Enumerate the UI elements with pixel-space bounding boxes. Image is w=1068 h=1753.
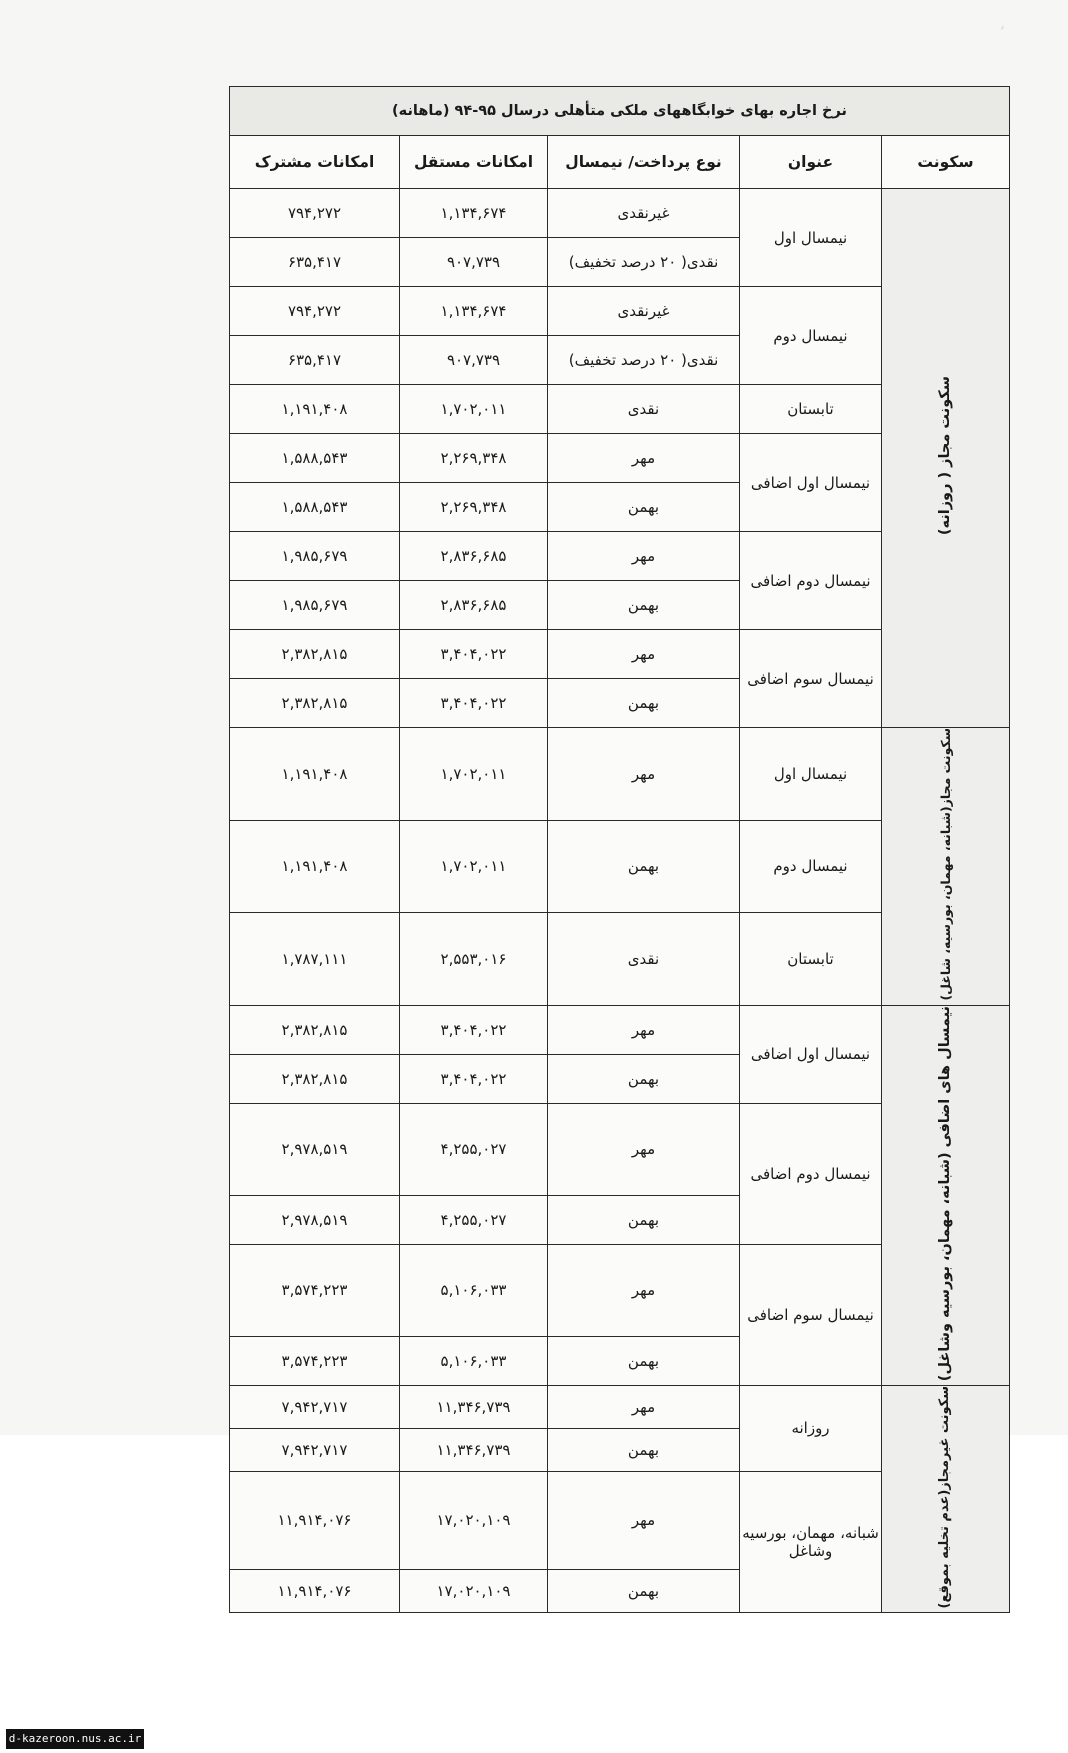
independent-value: ۱,۱۳۴,۶۷۴ <box>400 189 548 238</box>
independent-value: ۱,۱۳۴,۶۷۴ <box>400 287 548 336</box>
table-row <box>230 1005 1010 1054</box>
shared-value: ۱۱,۹۱۴,۰۷۶ <box>230 1471 400 1569</box>
table-title: نرخ اجاره بهای خوابگاههای ملکی متأهلی درسال ۹۵-۹۴ (ماهانه) <box>230 87 1010 136</box>
payment-type: مهر <box>548 630 740 679</box>
row-title: نیمسال سوم اضافی <box>740 630 882 728</box>
independent-value: ۴,۲۵۵,۰۲۷ <box>400 1195 548 1244</box>
rent-rates-table <box>229 86 1010 1613</box>
shared-value: ۳,۵۷۴,۲۲۳ <box>230 1336 400 1385</box>
row-title: نیمسال اول <box>740 189 882 287</box>
shared-value: ۱,۵۸۸,۵۴۳ <box>230 483 400 532</box>
payment-type: نقدی( ۲۰ درصد تخفیف) <box>548 336 740 385</box>
payment-type: بهمن <box>548 820 740 913</box>
header-residence: سکونت <box>882 136 1010 189</box>
shared-value: ۱,۱۹۱,۴۰۸ <box>230 728 400 821</box>
payment-type: نقدی( ۲۰ درصد تخفیف) <box>548 238 740 287</box>
shared-value: ۱,۱۹۱,۴۰۸ <box>230 820 400 913</box>
shared-value: ۷۹۴,۲۷۲ <box>230 189 400 238</box>
payment-type: مهر <box>548 728 740 821</box>
shared-value: ۲,۳۸۲,۸۱۵ <box>230 1054 400 1103</box>
group-label: سکونت مجاز ( روزانه) <box>937 376 954 536</box>
row-title: شبانه، مهمان، بورسیه وشاغل <box>740 1471 882 1612</box>
payment-type: نقدی <box>548 913 740 1006</box>
row-title: نیمسال اول <box>740 728 882 821</box>
payment-type: مهر <box>548 434 740 483</box>
independent-value: ۲,۲۶۹,۳۴۸ <box>400 483 548 532</box>
shared-value: ۱۱,۹۱۴,۰۷۶ <box>230 1570 400 1613</box>
payment-type: غیرنقدی <box>548 189 740 238</box>
shared-value: ۳,۵۷۴,۲۲۳ <box>230 1244 400 1336</box>
header-shared: امکانات مشترک <box>230 136 400 189</box>
payment-type: بهمن <box>548 1195 740 1244</box>
independent-value: ۵,۱۰۶,۰۳۳ <box>400 1336 548 1385</box>
row-title: نیمسال دوم اضافی <box>740 1103 882 1244</box>
group-label: سکونت مجاز(شبانه، مهمان، بورسیه، شاغل) <box>937 728 953 1001</box>
independent-value: ۹۰۷,۷۳۹ <box>400 336 548 385</box>
independent-value: ۱,۷۰۲,۰۱۱ <box>400 820 548 913</box>
row-title: نیمسال دوم <box>740 287 882 385</box>
group-label-cell <box>882 728 1010 1006</box>
shared-value: ۲,۳۸۲,۸۱۵ <box>230 1005 400 1054</box>
independent-value: ۲,۲۶۹,۳۴۸ <box>400 434 548 483</box>
site-footer-label: d-kazeroon.nus.ac.ir <box>6 1729 144 1749</box>
row-title: نیمسال دوم اضافی <box>740 532 882 630</box>
shared-value: ۱,۹۸۵,۶۷۹ <box>230 581 400 630</box>
scan-mark-icon: ۥ <box>1000 18 1005 37</box>
independent-value: ۱۷,۰۲۰,۱۰۹ <box>400 1570 548 1613</box>
payment-type: بهمن <box>548 1054 740 1103</box>
shared-value: ۲,۳۸۲,۸۱۵ <box>230 630 400 679</box>
payment-type: غیرنقدی <box>548 287 740 336</box>
payment-type: مهر <box>548 1471 740 1569</box>
independent-value: ۱,۷۰۲,۰۱۱ <box>400 728 548 821</box>
header-title: عنوان <box>740 136 882 189</box>
row-title: تابستان <box>740 913 882 1006</box>
independent-value: ۲,۸۳۶,۶۸۵ <box>400 532 548 581</box>
independent-value: ۲,۸۳۶,۶۸۵ <box>400 581 548 630</box>
row-title: نیمسال اول اضافی <box>740 1005 882 1103</box>
shared-value: ۱,۹۸۵,۶۷۹ <box>230 532 400 581</box>
group-label-cell <box>882 189 1010 728</box>
payment-type: بهمن <box>548 483 740 532</box>
independent-value: ۲,۵۵۳,۰۱۶ <box>400 913 548 1006</box>
independent-value: ۳,۴۰۴,۰۲۲ <box>400 679 548 728</box>
group-label-cell <box>882 1385 1010 1612</box>
payment-type: بهمن <box>548 1428 740 1471</box>
independent-value: ۱,۷۰۲,۰۱۱ <box>400 385 548 434</box>
shared-value: ۲,۹۷۸,۵۱۹ <box>230 1103 400 1195</box>
independent-value: ۴,۲۵۵,۰۲۷ <box>400 1103 548 1195</box>
header-payment: نوع پرداخت/ نیمسال <box>548 136 740 189</box>
group-label: نیمسال های اضافی (شبانه، مهمان، بورسیه وشاغل) <box>937 1005 954 1381</box>
payment-type: بهمن <box>548 581 740 630</box>
independent-value: ۹۰۷,۷۳۹ <box>400 238 548 287</box>
table-row <box>230 189 1010 238</box>
independent-value: ۱۱,۳۴۶,۷۳۹ <box>400 1385 548 1428</box>
independent-value: ۱۱,۳۴۶,۷۳۹ <box>400 1428 548 1471</box>
row-title: روزانه <box>740 1385 882 1471</box>
independent-value: ۳,۴۰۴,۰۲۲ <box>400 1005 548 1054</box>
shared-value: ۷۹۴,۲۷۲ <box>230 287 400 336</box>
independent-value: ۳,۴۰۴,۰۲۲ <box>400 1054 548 1103</box>
row-title: نیمسال دوم <box>740 820 882 913</box>
shared-value: ۶۳۵,۴۱۷ <box>230 336 400 385</box>
payment-type: مهر <box>548 1244 740 1336</box>
payment-type: مهر <box>548 1103 740 1195</box>
table-row <box>230 728 1010 821</box>
shared-value: ۱,۱۹۱,۴۰۸ <box>230 385 400 434</box>
row-title: نیمسال اول اضافی <box>740 434 882 532</box>
payment-type: مهر <box>548 1005 740 1054</box>
payment-type: نقدی <box>548 385 740 434</box>
shared-value: ۲,۳۸۲,۸۱۵ <box>230 679 400 728</box>
row-title: نیمسال سوم اضافی <box>740 1244 882 1385</box>
shared-value: ۷,۹۴۲,۷۱۷ <box>230 1385 400 1428</box>
payment-type: بهمن <box>548 1570 740 1613</box>
payment-type: بهمن <box>548 1336 740 1385</box>
independent-value: ۱۷,۰۲۰,۱۰۹ <box>400 1471 548 1569</box>
payment-type: بهمن <box>548 679 740 728</box>
shared-value: ۷,۹۴۲,۷۱۷ <box>230 1428 400 1471</box>
independent-value: ۳,۴۰۴,۰۲۲ <box>400 630 548 679</box>
group-label-cell <box>882 1005 1010 1385</box>
payment-type: مهر <box>548 532 740 581</box>
independent-value: ۵,۱۰۶,۰۳۳ <box>400 1244 548 1336</box>
shared-value: ۱,۷۸۷,۱۱۱ <box>230 913 400 1006</box>
shared-value: ۱,۵۸۸,۵۴۳ <box>230 434 400 483</box>
payment-type: مهر <box>548 1385 740 1428</box>
shared-value: ۶۳۵,۴۱۷ <box>230 238 400 287</box>
table-row <box>230 1385 1010 1428</box>
row-title: تابستان <box>740 385 882 434</box>
shared-value: ۲,۹۷۸,۵۱۹ <box>230 1195 400 1244</box>
header-independent: امکانات مستقل <box>400 136 548 189</box>
group-label: سکونت غیرمجاز(عدم تخلیه بموقع) <box>937 1385 953 1609</box>
